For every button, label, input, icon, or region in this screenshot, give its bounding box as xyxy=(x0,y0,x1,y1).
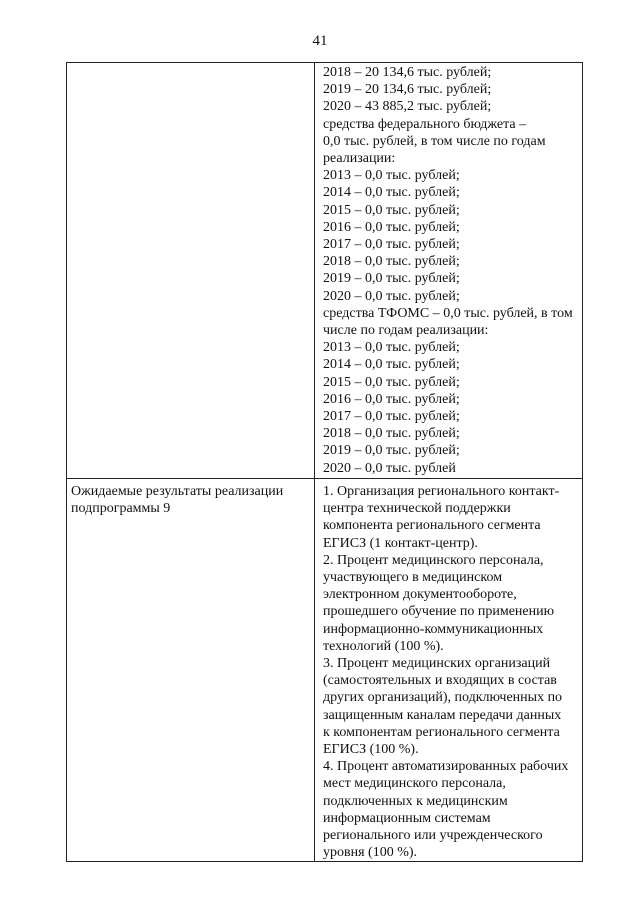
text-line: 2016 – 0,0 тыс. рублей; xyxy=(323,391,460,407)
text-line: 2015 – 0,0 тыс. рублей; xyxy=(323,374,460,390)
text-line: участвующего в медицинском xyxy=(323,570,503,586)
text-line: 1. Организация регионального контакт- xyxy=(323,484,560,499)
table-cell-left xyxy=(67,479,315,862)
text-line: 2. Процент медицинского персонала, xyxy=(323,552,544,568)
text-line: реализации: xyxy=(323,151,396,167)
text-line: 2018 – 20 134,6 тыс. рублей; xyxy=(323,65,492,80)
text-line: 2014 – 0,0 тыс. рублей; xyxy=(323,357,460,373)
text-line: средства ТФОМС – 0,0 тыс. рублей, в том xyxy=(323,305,573,321)
text-line: 2017 – 0,0 тыс. рублей; xyxy=(323,409,460,425)
text-line: к компонентам регионального сегмента xyxy=(323,724,560,740)
text-line: (самостоятельных и входящих в состав xyxy=(323,673,557,689)
text-line: уровня (100 %). xyxy=(323,845,418,861)
text-line: компонента регионального сегмента xyxy=(323,518,541,534)
text-line: 3. Процент медицинских организаций xyxy=(323,656,551,672)
text-line: информационно-коммуникационных xyxy=(323,621,544,637)
text-line: 2016 – 0,0 тыс. рублей; xyxy=(323,219,460,235)
table-row xyxy=(67,63,583,479)
text-line: других организаций), подключенных по xyxy=(323,690,563,706)
text-line: прошедшего обучение по применению xyxy=(323,604,555,620)
text-line: электронном документообороте, xyxy=(323,587,517,603)
text-line: 2017 – 0,0 тыс. рублей; xyxy=(323,237,460,253)
text-line: числе по годам реализации: xyxy=(323,323,489,339)
text-line: защищенным каналам передачи данных xyxy=(323,707,562,723)
text-line: регионального или учрежденческого xyxy=(323,828,543,844)
text-line: 2014 – 0,0 тыс. рублей; xyxy=(323,185,460,201)
text-line: 2020 – 43 885,2 тыс. рублей; xyxy=(323,99,492,115)
text-line: 2019 – 0,0 тыс. рублей; xyxy=(323,271,460,287)
text-line: ЕГИСЗ (100 %). xyxy=(323,742,419,758)
text-line: Ожидаемые результаты реализации xyxy=(71,484,284,499)
text-line: 2020 – 0,0 тыс. рублей xyxy=(323,460,456,476)
text-line: ЕГИСЗ (1 контакт-центр). xyxy=(323,535,478,551)
text-line: информационным системам xyxy=(323,810,491,826)
text-line: 2013 – 0,0 тыс. рублей; xyxy=(323,340,460,356)
text-line: 2018 – 0,0 тыс. рублей; xyxy=(323,254,460,270)
text-line: 2015 – 0,0 тыс. рублей; xyxy=(323,202,460,218)
text-line: 2020 – 0,0 тыс. рублей; xyxy=(323,288,460,304)
table-cell-right xyxy=(315,63,583,479)
text-line: 2019 – 20 134,6 тыс. рублей; xyxy=(323,82,492,98)
text-line: 2013 – 0,0 тыс. рублей; xyxy=(323,168,460,184)
text-line: 2019 – 0,0 тыс. рублей; xyxy=(323,443,460,459)
program-table xyxy=(66,62,583,862)
text-line: 0,0 тыс. рублей, в том числе по годам xyxy=(323,133,546,149)
text-line: 2018 – 0,0 тыс. рублей; xyxy=(323,426,460,442)
text-line: центра технической поддержки xyxy=(323,501,511,517)
text-line: мест медицинского персонала, xyxy=(323,776,506,792)
text-line: технологий (100 %). xyxy=(323,638,444,654)
text-line: подпрограммы 9 xyxy=(71,501,171,517)
page-number: 41 xyxy=(312,33,328,49)
table-cell-right xyxy=(315,479,583,862)
text-line: 4. Процент автоматизированных рабочих xyxy=(323,759,569,775)
table-row xyxy=(67,479,583,862)
table-cell-left xyxy=(67,63,315,479)
text-line: средства федерального бюджета – xyxy=(323,116,527,132)
text-line: подключенных к медицинским xyxy=(323,793,508,809)
